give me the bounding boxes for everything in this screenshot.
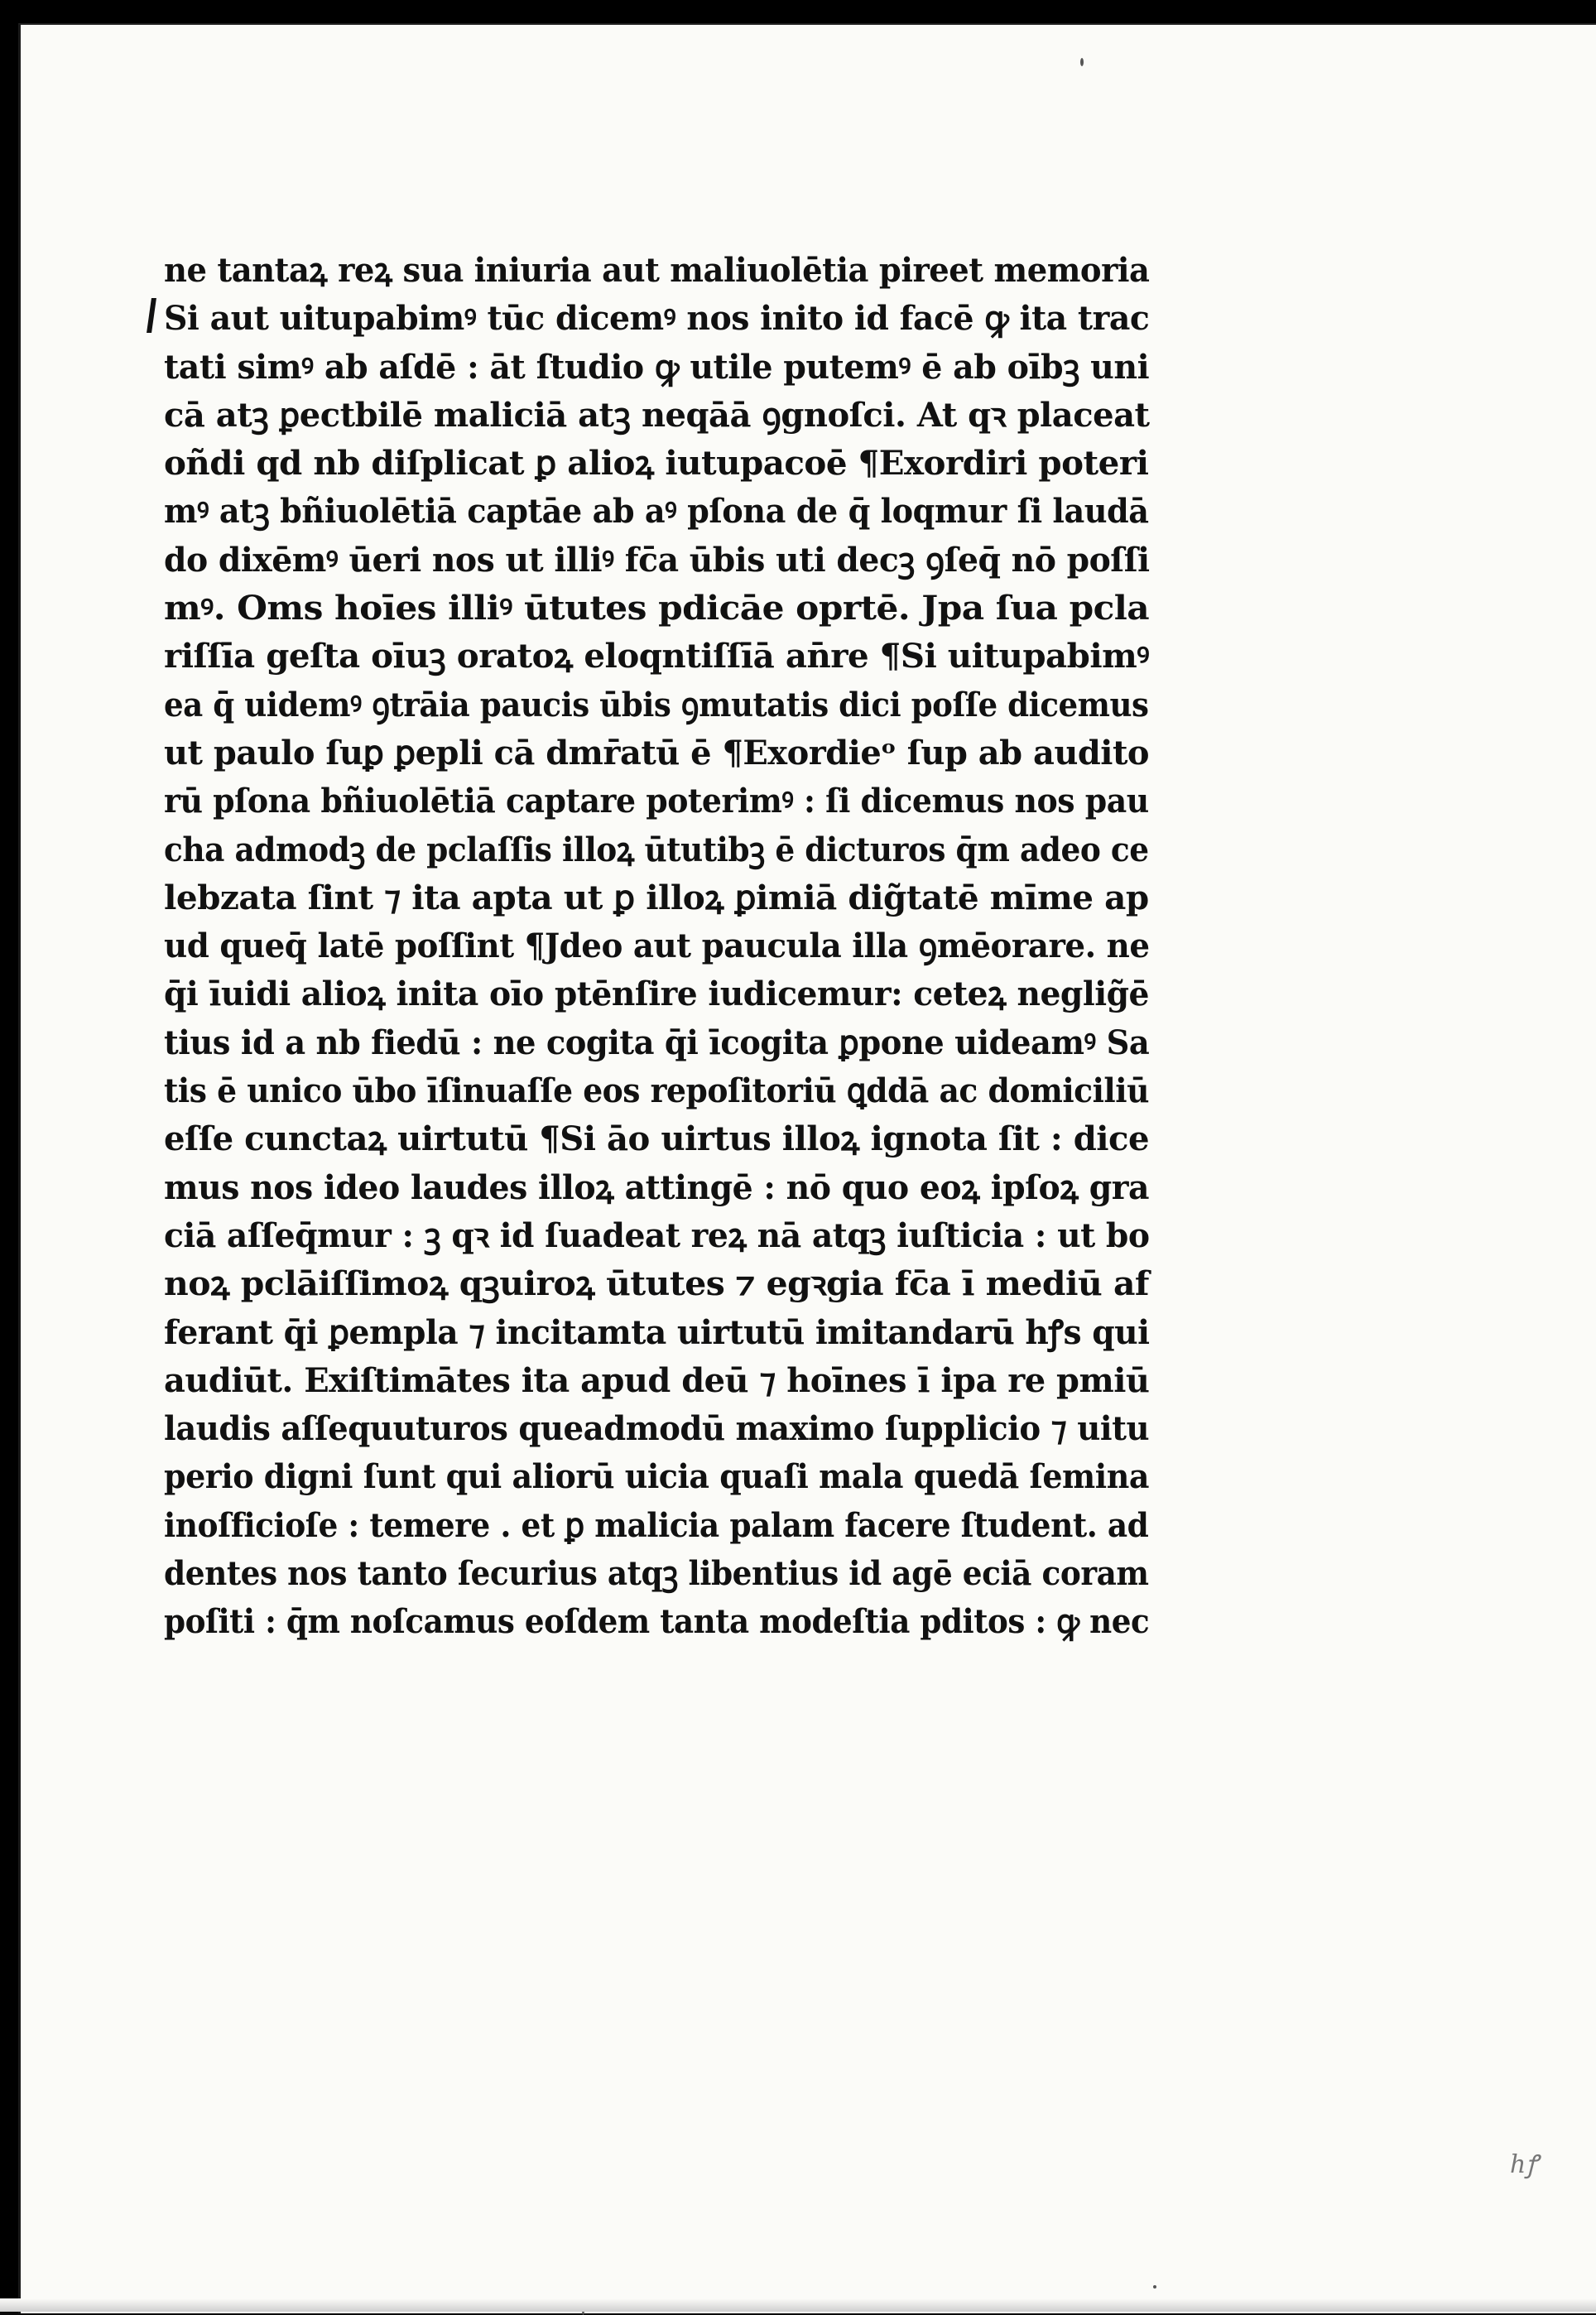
text-line: do dixēmꝰ ūeri nos ut illiꝰ fc̄a ūbis uti decꝫ ꝯſeq̄ nō poſſi bbox=[164, 540, 1150, 580]
text-line: ea q̄ uidemꝰ ꝯtrāia paucis ūbis ꝯmutatis dici poſſe dicemus bbox=[164, 685, 1149, 724]
text-line: oñdi qd nb diſplicat ꝑ alioꝝ iutupacoē ¶Exordiri poteri bbox=[164, 444, 1149, 484]
page-speck bbox=[1153, 2285, 1156, 2289]
text-line: mꝰ atꝫ bñiuolētiā captāe ab aꝰ pſona de q̄ loqmur ſi laudā bbox=[164, 492, 1149, 532]
text-line: riſſīa geſta oīuꝫ oratoꝝ eloqntiſſīā an̄re ¶Si uitupabimꝰ bbox=[164, 637, 1150, 676]
text-line: poſiti : q̄m noſcamus eoſdem tanta modeſtia pditos : ꝙ nec bbox=[164, 1602, 1150, 1642]
page-bottom-edge bbox=[0, 2298, 1596, 2312]
page-speck bbox=[1080, 58, 1084, 66]
text-line: inoſficioſe : temere . et ꝑ malicia palam facere ſtudent. ad bbox=[164, 1505, 1149, 1545]
folio-mark: hꝭ bbox=[1510, 2150, 1538, 2179]
text-line: Si aut uitupabimꝰ tūc dicemꝰ nos inito id facē ꝙ ita trac bbox=[164, 295, 1182, 343]
text-line: tis ē unico ūbo īſinuaſſe eos repoſitoriū ꝗddā ac domiciliū bbox=[164, 1071, 1149, 1111]
text-line: ud queq̄ latē poſſint ¶Jdeo aut paucula illa ꝯmēorare. ne bbox=[164, 926, 1150, 966]
text-line: dentes nos tanto ſecurius atqꝫ libentius id agē eciā coram bbox=[164, 1554, 1149, 1594]
text-line: ciā aſſeq̄mur : ꝫ qꝛ id ſuadeat reꝝ nā atqꝫ iuſticia : ut bo bbox=[164, 1215, 1150, 1255]
text-line: noꝝ pclāiſſimoꝝ qꝫuiroꝝ ūtutes ⁊ egꝛgia fc̄a ī mediū af bbox=[164, 1264, 1150, 1304]
text-line: ferant q̄i ꝑempla ⁊ incitamta uirtutū imitandarū hꝭs qui bbox=[164, 1312, 1150, 1352]
scan-top-border bbox=[0, 0, 1596, 25]
text-line: eſſe cunctaꝝ uirtutū ¶Si āo uirtus illoꝝ ignota ſit : dice bbox=[164, 1119, 1150, 1159]
text-line: rū pſona bñiuolētiā captare poterimꝰ : ſi dicemus nos pau bbox=[164, 782, 1149, 821]
text-line: perio digni ſunt qui aliorū uicia quaſi mala quedā ſemina bbox=[164, 1457, 1149, 1497]
text-line: lebzata ſint ⁊ ita apta ut ꝑ illoꝝ ꝑimiā dig̃tatē mīme ap bbox=[164, 878, 1149, 917]
text-line: tius id a nb fiedū : ne cogita q̄i īcogita ꝑpone uideamꝰ Sa bbox=[164, 1023, 1150, 1062]
text-line: cha admodꝫ de pclaſſis illoꝝ ūtutibꝫ ē dicturos q̄m adeo ce bbox=[164, 830, 1149, 869]
text-line: mus nos ideo laudes illoꝝ attingē : nō quo eoꝝ ipſoꝝ gra bbox=[164, 1167, 1150, 1207]
text-line: q̄i īuidi alioꝝ inita oīo ptēnſire iudicemur: ceteꝝ neglig̃ē bbox=[164, 975, 1150, 1014]
text-column bbox=[164, 247, 1182, 1647]
text-line: ne tantaꝝ reꝝ sua iniuria aut maliuolētia pireet memoria bbox=[164, 251, 1150, 290]
text-line: ut paulo ſuꝑ ꝑepli cā dmr̄atū ē ¶Exordieᵒ ſup ab audito bbox=[164, 733, 1150, 772]
text-line: audiūt. Exiſtimātes ita apud deū ⁊ hoīnes ī ipa re pmiū bbox=[164, 1360, 1150, 1400]
scan-left-border bbox=[0, 0, 20, 2312]
text-line: tati simꝰ ab aſdē : āt ſtudio ꝙ utile putemꝰ ē ab oībꝫ uni bbox=[164, 347, 1150, 387]
text-line: laudis aſſequuturos queadmodū maximo ſupplicio ⁊ uitu bbox=[164, 1409, 1150, 1449]
text-line: mꝰ. Oms hoīes illiꝰ ūtutes pdicāe oprtē. Jpa ſua pcla bbox=[164, 589, 1150, 628]
text-line: cā atꝫ ꝑectbilē maliciā atꝫ neqāā ꝯgnoſci. At qꝛ placeat bbox=[164, 395, 1150, 435]
